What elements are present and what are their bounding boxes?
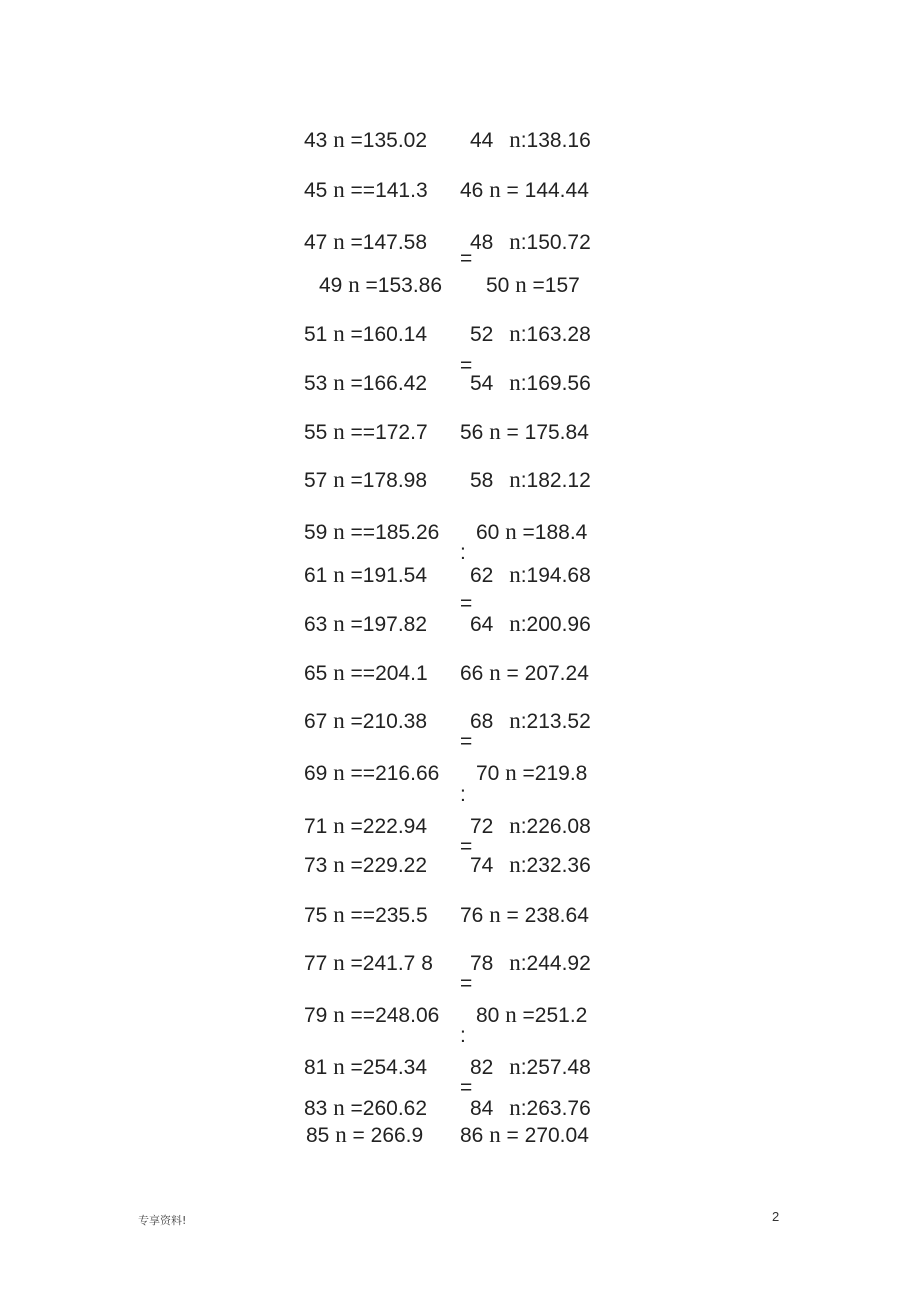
table-cell-left	[304, 903, 428, 928]
table-cell-left	[304, 420, 428, 445]
circumference-value: = 207.24	[506, 662, 589, 685]
circumference-value: :182.12	[520, 469, 591, 492]
diameter-value: 54	[470, 372, 494, 395]
diameter-value: 69	[304, 762, 328, 785]
stray-mark: :	[460, 783, 466, 806]
pi-symbol: n	[509, 813, 521, 838]
circumference-value: =219.8	[522, 762, 588, 785]
diameter-value: 52	[470, 323, 494, 346]
pi-symbol: n	[509, 370, 521, 395]
circumference-value: =251.2	[522, 1004, 588, 1027]
circumference-value: =135.02	[350, 129, 428, 152]
pi-symbol: n	[489, 1122, 501, 1147]
diameter-value: 63	[304, 613, 328, 636]
table-cell-left	[304, 661, 428, 686]
diameter-value: 45	[304, 179, 328, 202]
stray-mark: :	[460, 541, 466, 564]
diameter-value: 83	[304, 1097, 328, 1120]
table-cell-right	[470, 229, 591, 255]
pi-symbol: n	[333, 950, 345, 975]
diameter-value: 53	[304, 372, 328, 395]
table-cell-right	[470, 950, 591, 976]
pi-symbol: n	[509, 467, 521, 492]
pi-symbol: n	[509, 562, 521, 587]
table-cell-right	[460, 1123, 589, 1148]
table-cell-right	[470, 708, 591, 734]
pi-symbol: n	[515, 272, 527, 297]
pi-symbol: n	[509, 852, 521, 877]
table-cell-left	[319, 273, 442, 298]
table-cell-left	[304, 520, 439, 545]
diameter-value: 85	[306, 1124, 330, 1147]
diameter-value: 56	[460, 421, 484, 444]
diameter-value: 67	[304, 710, 328, 733]
diameter-value: 78	[470, 952, 494, 975]
circumference-value: :200.96	[520, 613, 591, 636]
diameter-value: 68	[470, 710, 494, 733]
table-cell-right	[470, 562, 591, 588]
diameter-value: 47	[304, 231, 328, 254]
pi-symbol: n	[333, 229, 345, 254]
circumference-value: ==216.66	[350, 762, 440, 785]
diameter-value: 65	[304, 662, 328, 685]
diameter-value: 71	[304, 815, 328, 838]
table-cell-left	[304, 853, 427, 878]
circumference-value: ==204.1	[350, 662, 428, 685]
circumference-value: :257.48	[520, 1056, 591, 1079]
circumference-value: = 175.84	[506, 421, 589, 444]
pi-symbol: n	[489, 177, 501, 202]
table-cell-right	[460, 178, 589, 203]
circumference-value: :213.52	[520, 710, 591, 733]
table-cell-right	[460, 903, 589, 928]
pi-symbol: n	[333, 1002, 345, 1027]
diameter-value: 51	[304, 323, 328, 346]
circumference-value: =222.94	[350, 815, 428, 838]
table-cell-left	[304, 814, 427, 839]
table-cell-left	[304, 230, 427, 255]
table-cell-right	[470, 1095, 591, 1121]
diameter-value: 61	[304, 564, 328, 587]
diameter-value: 73	[304, 854, 328, 877]
pi-symbol: n	[509, 1095, 521, 1120]
circumference-value: =160.14	[350, 323, 428, 346]
table-cell-right	[476, 1003, 587, 1028]
circumference-value: = 266.9	[352, 1124, 424, 1147]
table-cell-right	[460, 661, 589, 686]
pi-symbol: n	[333, 562, 345, 587]
diameter-value: 86	[460, 1124, 484, 1147]
table-cell-left	[304, 709, 427, 734]
pi-symbol: n	[333, 177, 345, 202]
pi-symbol: n	[333, 1095, 345, 1120]
pi-symbol: n	[333, 519, 345, 544]
circumference-value: :138.16	[520, 129, 591, 152]
pi-symbol: n	[509, 950, 521, 975]
pi-symbol: n	[505, 1002, 517, 1027]
diameter-value: 58	[470, 469, 494, 492]
circumference-value: =157	[532, 274, 580, 297]
diameter-value: 84	[470, 1097, 494, 1120]
circumference-value: :226.08	[520, 815, 591, 838]
circumference-value: :163.28	[520, 323, 591, 346]
pi-symbol: n	[509, 1054, 521, 1079]
table-cell-left	[304, 1003, 439, 1028]
circumference-value: =210.38	[350, 710, 428, 733]
table-cell-right	[470, 611, 591, 637]
diameter-value: 48	[470, 231, 494, 254]
table-cell-right	[470, 370, 591, 396]
pi-symbol: n	[509, 229, 521, 254]
circumference-value: =166.42	[350, 372, 428, 395]
circumference-value: :244.92	[520, 952, 591, 975]
diameter-value: 60	[476, 521, 500, 544]
circumference-value: =260.62	[350, 1097, 428, 1120]
pi-symbol: n	[333, 370, 345, 395]
circumference-value: ==235.5	[350, 904, 428, 927]
circumference-value: =153.86	[365, 274, 443, 297]
circumference-value: =188.4	[522, 521, 588, 544]
circumference-value: = 144.44	[506, 179, 589, 202]
pi-symbol: n	[509, 127, 521, 152]
table-cell-left	[304, 128, 427, 153]
table-cell-left	[306, 1123, 423, 1148]
pi-symbol: n	[333, 813, 345, 838]
table-cell-right	[470, 321, 591, 347]
table-cell-left	[304, 178, 428, 203]
circumference-value: =178.98	[350, 469, 428, 492]
table-cell-right	[460, 420, 589, 445]
table-cell-right	[476, 761, 587, 786]
circumference-value: ==141.3	[350, 179, 428, 202]
circumference-value: :194.68	[520, 564, 591, 587]
pi-symbol: n	[333, 1054, 345, 1079]
table-cell-right	[470, 467, 591, 493]
diameter-value: 74	[470, 854, 494, 877]
diameter-value: 80	[476, 1004, 500, 1027]
diameter-value: 64	[470, 613, 494, 636]
diameter-value: 81	[304, 1056, 328, 1079]
diameter-value: 50	[486, 274, 510, 297]
circumference-value: ==185.26	[350, 521, 440, 544]
circumference-value: ==172.7	[350, 421, 428, 444]
circumference-value: =241.7 8	[350, 952, 433, 975]
page-number: 2	[772, 1209, 780, 1224]
table-cell-left	[304, 612, 427, 637]
pi-symbol: n	[333, 321, 345, 346]
circumference-value: :232.36	[520, 854, 591, 877]
pi-symbol: n	[505, 519, 517, 544]
circumference-value: :169.56	[520, 372, 591, 395]
stray-mark: =	[460, 835, 473, 858]
circumference-value: = 238.64	[506, 904, 589, 927]
diameter-value: 49	[319, 274, 343, 297]
pi-symbol: n	[489, 660, 501, 685]
pi-symbol: n	[333, 127, 345, 152]
table-cell-right	[470, 1054, 591, 1080]
table-cell-right	[476, 520, 587, 545]
stray-mark: =	[460, 730, 473, 753]
pi-symbol: n	[333, 708, 345, 733]
table-cell-right	[470, 813, 591, 839]
table-cell-left	[304, 371, 427, 396]
diameter-value: 43	[304, 129, 328, 152]
pi-symbol: n	[333, 760, 345, 785]
diameter-value: 75	[304, 904, 328, 927]
diameter-value: 70	[476, 762, 500, 785]
circumference-value: =229.22	[350, 854, 428, 877]
stray-mark: =	[460, 1076, 473, 1099]
pi-symbol: n	[489, 419, 501, 444]
table-cell-right	[470, 127, 591, 153]
stray-mark: =	[460, 247, 473, 270]
circumference-value: =254.34	[350, 1056, 428, 1079]
pi-symbol: n	[509, 611, 521, 636]
pi-symbol: n	[489, 902, 501, 927]
pi-symbol: n	[333, 852, 345, 877]
diameter-value: 66	[460, 662, 484, 685]
circumference-value: =147.58	[350, 231, 428, 254]
diameter-value: 79	[304, 1004, 328, 1027]
diameter-value: 62	[470, 564, 494, 587]
circumference-value: :263.76	[520, 1097, 591, 1120]
stray-mark: =	[460, 972, 473, 995]
circumference-value: :150.72	[520, 231, 591, 254]
circumference-value: = 270.04	[506, 1124, 589, 1147]
table-cell-right	[486, 273, 580, 298]
table-cell-right	[470, 852, 591, 878]
table-cell-left	[304, 1096, 427, 1121]
pi-symbol: n	[333, 467, 345, 492]
diameter-value: 55	[304, 421, 328, 444]
table-cell-left	[304, 322, 427, 347]
circumference-value: ==248.06	[350, 1004, 440, 1027]
diameter-value: 72	[470, 815, 494, 838]
pi-symbol: n	[505, 760, 517, 785]
pi-symbol: n	[509, 708, 521, 733]
table-cell-left	[304, 1055, 427, 1080]
table-cell-left	[304, 468, 427, 493]
diameter-value: 59	[304, 521, 328, 544]
table-cell-left	[304, 563, 427, 588]
diameter-value: 46	[460, 179, 484, 202]
stray-mark: =	[460, 354, 473, 377]
pi-symbol: n	[333, 660, 345, 685]
pi-symbol: n	[333, 902, 345, 927]
pi-symbol: n	[335, 1122, 347, 1147]
pi-symbol: n	[509, 321, 521, 346]
pi-symbol: n	[333, 419, 345, 444]
table-cell-left	[304, 951, 433, 976]
table-cell-left	[304, 761, 439, 786]
stray-mark: :	[460, 1024, 466, 1047]
pi-symbol: n	[348, 272, 360, 297]
diameter-value: 77	[304, 952, 328, 975]
diameter-value: 76	[460, 904, 484, 927]
diameter-value: 57	[304, 469, 328, 492]
pi-symbol: n	[333, 611, 345, 636]
circumference-value: =191.54	[350, 564, 428, 587]
diameter-value: 44	[470, 129, 494, 152]
stray-mark: =	[460, 592, 473, 615]
footer-note: 专享资料!	[138, 1214, 187, 1227]
diameter-value: 82	[470, 1056, 494, 1079]
circumference-value: =197.82	[350, 613, 428, 636]
